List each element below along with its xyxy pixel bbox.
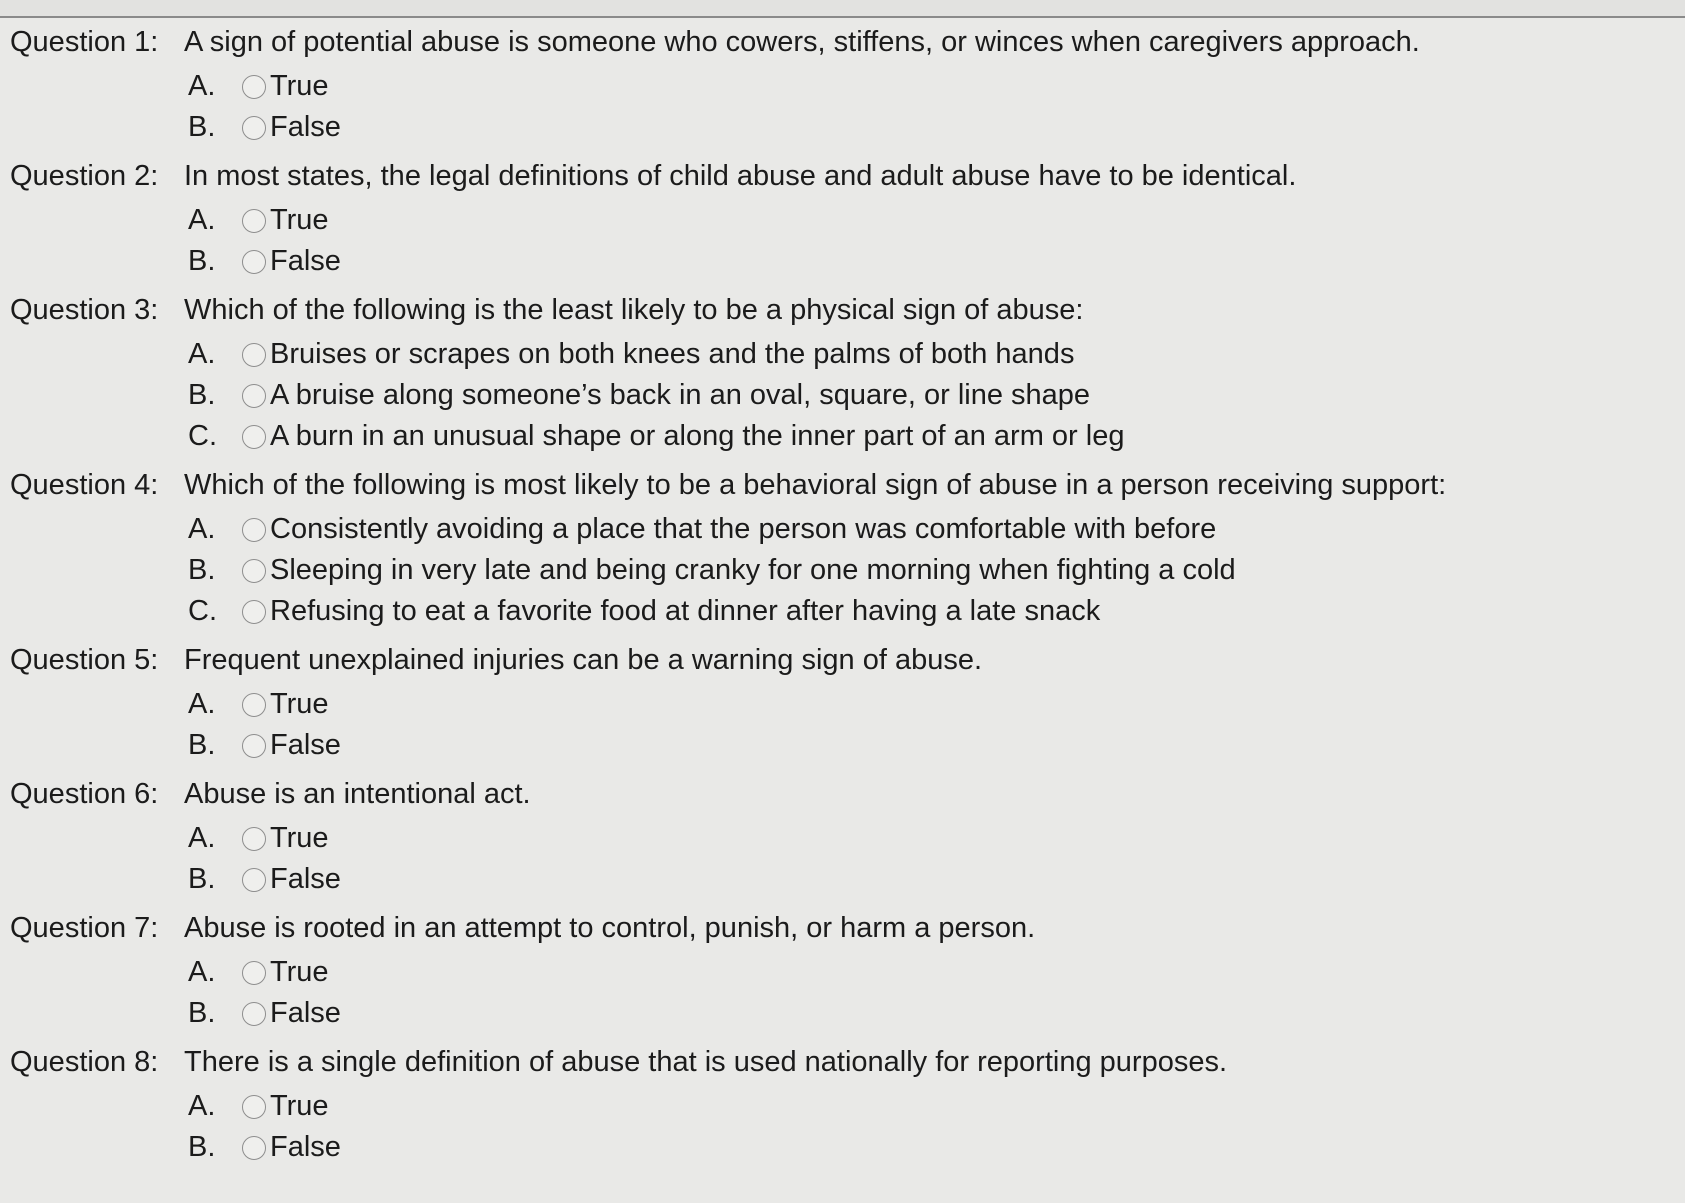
question-text: Frequent unexplained injuries can be a warning sign of abuse.	[184, 644, 983, 676]
radio-button[interactable]	[242, 209, 266, 233]
option-text: True	[270, 822, 329, 854]
question-label: Question 7:	[10, 912, 159, 944]
question-row	[10, 774, 1670, 818]
option-a[interactable]	[10, 952, 1670, 993]
option-a[interactable]	[10, 200, 1670, 241]
question-label: Question 4:	[10, 469, 159, 501]
radio-button[interactable]	[242, 559, 266, 583]
option-b[interactable]	[10, 993, 1670, 1034]
option-text: False	[270, 1131, 341, 1163]
radio-button[interactable]	[242, 961, 266, 985]
option-b[interactable]	[10, 1127, 1670, 1168]
radio-button[interactable]	[242, 827, 266, 851]
option-c[interactable]	[10, 591, 1670, 632]
radio-button[interactable]	[242, 600, 266, 624]
option-letter: C.	[188, 595, 217, 627]
question-text: Which of the following is most likely to be a behavioral sign of abuse in a person receiving support:	[184, 469, 1447, 501]
radio-button[interactable]	[242, 734, 266, 758]
option-letter: B.	[188, 554, 216, 586]
question-label: Question 3:	[10, 294, 159, 326]
option-letter: B.	[188, 997, 216, 1029]
option-text: True	[270, 70, 329, 102]
answer-options	[10, 200, 1670, 282]
answer-options	[10, 1086, 1670, 1168]
question-5	[10, 640, 1670, 766]
option-a[interactable]	[10, 66, 1670, 107]
question-row	[10, 290, 1670, 334]
option-text: Bruises or scrapes on both knees and the palms of both hands	[270, 338, 1075, 370]
question-row	[10, 1042, 1670, 1086]
question-6	[10, 774, 1670, 900]
question-text: Which of the following is the least likely to be a physical sign of abuse:	[184, 294, 1084, 326]
option-letter: B.	[188, 111, 216, 143]
answer-options	[10, 818, 1670, 900]
radio-button[interactable]	[242, 518, 266, 542]
option-a[interactable]	[10, 334, 1670, 375]
radio-button[interactable]	[242, 1136, 266, 1160]
option-b[interactable]	[10, 107, 1670, 148]
answer-options	[10, 684, 1670, 766]
option-text: Refusing to eat a favorite food at dinner after having a late snack	[270, 595, 1101, 627]
question-3	[10, 290, 1670, 457]
option-text: True	[270, 1090, 329, 1122]
option-letter: B.	[188, 379, 216, 411]
question-row	[10, 22, 1670, 66]
option-a[interactable]	[10, 684, 1670, 725]
option-letter: B.	[188, 729, 216, 761]
question-text: Abuse is rooted in an attempt to control, punish, or harm a person.	[184, 912, 1036, 944]
option-letter: A.	[188, 513, 216, 545]
radio-button[interactable]	[242, 868, 266, 892]
option-a[interactable]	[10, 1086, 1670, 1127]
answer-options	[10, 509, 1670, 632]
option-text: False	[270, 245, 341, 277]
question-text: In most states, the legal definitions of child abuse and adult abuse have to be identical.	[184, 160, 1297, 192]
question-2	[10, 156, 1670, 282]
option-text: A bruise along someone’s back in an oval, square, or line shape	[270, 379, 1091, 411]
question-7	[10, 908, 1670, 1034]
option-letter: A.	[188, 1090, 216, 1122]
answer-options	[10, 334, 1670, 457]
option-b[interactable]	[10, 375, 1670, 416]
question-row	[10, 640, 1670, 684]
option-b[interactable]	[10, 550, 1670, 591]
option-text: Consistently avoiding a place that the person was comfortable with before	[270, 513, 1217, 545]
option-c[interactable]	[10, 416, 1670, 457]
question-label: Question 6:	[10, 778, 159, 810]
radio-button[interactable]	[242, 343, 266, 367]
question-text: Abuse is an intentional act.	[184, 778, 531, 810]
option-letter: A.	[188, 338, 216, 370]
answer-options	[10, 952, 1670, 1034]
question-label: Question 1:	[10, 26, 159, 58]
option-a[interactable]	[10, 818, 1670, 859]
radio-button[interactable]	[242, 693, 266, 717]
question-label: Question 2:	[10, 160, 159, 192]
answer-options	[10, 66, 1670, 148]
question-row	[10, 156, 1670, 200]
option-text: Sleeping in very late and being cranky for one morning when fighting a cold	[270, 554, 1236, 586]
option-b[interactable]	[10, 725, 1670, 766]
option-b[interactable]	[10, 241, 1670, 282]
radio-button[interactable]	[242, 75, 266, 99]
question-8	[10, 1042, 1670, 1168]
question-4	[10, 465, 1670, 632]
radio-button[interactable]	[242, 1002, 266, 1026]
question-text: There is a single definition of abuse that is used nationally for reporting purposes.	[184, 1046, 1228, 1078]
quiz-form	[10, 22, 1670, 1168]
radio-button[interactable]	[242, 116, 266, 140]
option-text: A burn in an unusual shape or along the inner part of an arm or leg	[270, 420, 1125, 452]
option-b[interactable]	[10, 859, 1670, 900]
option-letter: B.	[188, 863, 216, 895]
question-1	[10, 22, 1670, 148]
radio-button[interactable]	[242, 384, 266, 408]
radio-button[interactable]	[242, 1095, 266, 1119]
option-text: False	[270, 729, 341, 761]
option-text: True	[270, 204, 329, 236]
option-text: True	[270, 688, 329, 720]
option-letter: A.	[188, 688, 216, 720]
option-text: False	[270, 997, 341, 1029]
option-letter: B.	[188, 1131, 216, 1163]
option-letter: C.	[188, 420, 217, 452]
radio-button[interactable]	[242, 425, 266, 449]
question-label: Question 8:	[10, 1046, 159, 1078]
question-label: Question 5:	[10, 644, 159, 676]
option-text: False	[270, 863, 341, 895]
option-letter: A.	[188, 822, 216, 854]
option-letter: A.	[188, 204, 216, 236]
radio-button[interactable]	[242, 250, 266, 274]
option-text: True	[270, 956, 329, 988]
question-row	[10, 908, 1670, 952]
top-border	[0, 0, 1685, 18]
option-letter: A.	[188, 956, 216, 988]
option-letter: A.	[188, 70, 216, 102]
option-a[interactable]	[10, 509, 1670, 550]
question-text: A sign of potential abuse is someone who cowers, stiffens, or winces when caregivers approach.	[184, 26, 1420, 58]
option-letter: B.	[188, 245, 216, 277]
question-row	[10, 465, 1670, 509]
option-text: False	[270, 111, 341, 143]
